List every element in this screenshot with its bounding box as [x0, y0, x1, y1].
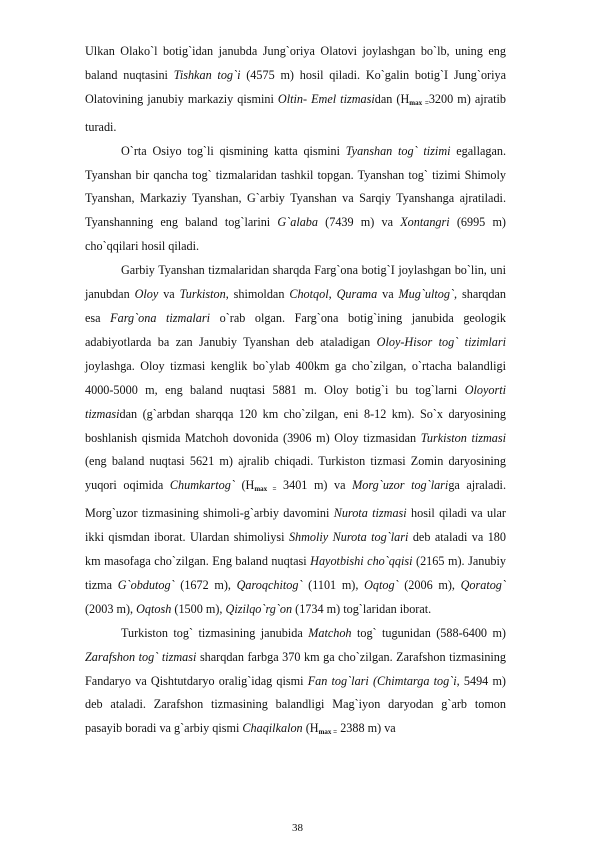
text-run: 5494 m) deb ataladi. Zarafshon tizmasining balandligi Mag`iyon daryodan g`arb tomon pasayib boradi va g`arbiy qismi: [85, 673, 506, 736]
text-run: , shimoldan: [225, 287, 290, 302]
italic-term: Tyanshan tog` tizimi: [345, 143, 451, 158]
text-run: 3200 m) ajratib turadi.: [85, 91, 506, 134]
text-run: va: [377, 287, 399, 302]
italic-term: Turkiston tizmasi: [420, 430, 506, 445]
text-run: (2003 m),: [85, 601, 137, 616]
italic-term: Turkiston: [179, 287, 226, 302]
text-run: (1101 m),: [302, 577, 365, 592]
text-run: (H: [234, 478, 255, 493]
italic-term: Farg`ona tizmalari: [110, 310, 211, 325]
text-run: dan (H: [374, 91, 410, 106]
italic-term: Shmoliy Nurota tog`lari: [288, 530, 409, 545]
text-run: hosil qiladi va ular ikki qismdan iborat. Ulardan shimoliysi: [85, 506, 506, 545]
italic-term: Oloyorti tizmasi: [85, 382, 506, 421]
subscript: max =: [318, 728, 338, 737]
italic-term: Xontangri: [400, 215, 450, 230]
page-number: 38: [292, 822, 303, 834]
italic-term: Oqtosh: [136, 601, 172, 616]
italic-term: Qurama: [336, 287, 378, 302]
text-run: egallagan. Tyanshan bir qancha tog` tizmalaridan tashkil topgan. Tyanshan tog` tizimi Shimoly Tyanshan, Markaziy Tyanshan, G`arbiy Tyanshan va Sarqiy Tyanshanga ajratiladi. Tyanshanning eng baland tog`larini: [85, 143, 507, 230]
paragraph-2: [85, 140, 506, 260]
text-run: (H: [302, 721, 319, 736]
text-run: O`rta Osiyo tog`li qismining katta qismini: [121, 143, 346, 158]
subscript: max =: [409, 98, 429, 107]
text-run: sharqdan farbga 370 km ga cho`zilgan. Zarafshon tizmasining Fandaryo va Qishtutdaryo oralig`idag qismi: [85, 649, 506, 688]
paragraph-1: [85, 40, 506, 140]
paragraph-3: [85, 259, 506, 622]
text-run: (7439 m) va: [318, 215, 401, 230]
italic-term: Chumkartog`: [169, 478, 235, 493]
italic-term: Oqtog`: [364, 577, 399, 592]
subscript: max =: [254, 485, 277, 494]
italic-term: Qizilqo`rg`on: [225, 601, 293, 616]
text-run: sharqdan esa: [85, 287, 506, 325]
text-run: ,: [328, 287, 337, 302]
italic-term: Fan tog`lari (Chimtarga tog`i,: [307, 673, 460, 688]
text-run: (1500 m),: [171, 601, 226, 616]
italic-term: Tishkan tog`i: [173, 67, 241, 82]
text-run: (1672 m),: [174, 577, 237, 592]
italic-term: Oloy-Hisor tog` tizimlari: [376, 334, 506, 349]
text-run: (2006 m),: [398, 577, 461, 592]
italic-term: Mug`ultog`,: [398, 287, 458, 302]
text-run: Turkiston tog` tizmasining janubida: [121, 625, 309, 640]
text-run: Ulkan Olako`l botig`idan janubda Jung`oriya Olatovi joylashgan bo`lb, uning eng baland nuqtasini: [85, 44, 506, 82]
text-run: deb ataladi va 180 km masofaga cho`zilgan. Eng baland nuqtasi: [85, 530, 506, 569]
italic-term: G`obdutog`: [117, 577, 175, 592]
text-run: 3401 m) va: [276, 478, 353, 493]
italic-term: Qoratog`: [460, 577, 506, 592]
text-run: 2388 m) va: [337, 721, 396, 736]
text-run: o`rab olgan. Farg`ona botig`ining janubida geologik adabiyotlarda ba zan Janubiy Tyanshan deb ataladigan: [85, 310, 506, 349]
text-run: va: [158, 287, 180, 302]
text-run: (2165 m). Janubiy tizma: [85, 554, 506, 592]
text-run: (4575 m) hosil qiladi. Ko`galin botig`I Jung`oriya Olatovining janubiy markaziy qismini: [85, 67, 506, 106]
text-run: (6995 m) cho`qqilari hosil qiladi.: [85, 215, 506, 254]
italic-term: Hayotbishi cho`qqisi: [310, 554, 413, 569]
text-run: (eng baland nuqtasi 5621 m) ajralib chiqadi. Turkiston tizmasi Zomin daryosining yuqori oqimida: [85, 454, 506, 493]
text-run: (1734 m) tog`laridan iborat.: [292, 601, 432, 616]
italic-term: Chaqilkalon: [242, 721, 303, 736]
text-run: tog` tugunidan (588-6400 m): [351, 625, 506, 640]
text-run: ga ajraladi. Morg`uzor tizmasining shimoli-g`arbiy davomini: [85, 478, 506, 521]
italic-term: Zarafshon tog` tizmasi: [85, 649, 197, 664]
italic-term: Chotqol: [289, 287, 329, 302]
paragraph-4: [85, 622, 506, 746]
body-text: [85, 40, 506, 745]
italic-term: Qaroqchitog`: [236, 577, 303, 592]
italic-term: G`alaba: [277, 215, 318, 230]
italic-term: Morg`uzor tog`lari: [352, 478, 449, 493]
text-run: joylashga. Oloy tizmasi kenglik bo`ylab 400km ga cho`zilgan, o`rtacha balandligi 4000-5000 m, eng baland nuqtasi 5881 m. Oloy botig`i bu tog`larni: [85, 358, 506, 397]
italic-term: Nurota tizmasi: [333, 506, 407, 521]
italic-term: Matchoh: [308, 625, 352, 640]
italic-term: Oloy: [134, 287, 159, 302]
italic-term: Oltin- Emel tizmasi: [277, 91, 375, 106]
text-run: Garbiy Tyanshan tizmalaridan sharqda Farg`ona botig`I joylashgan bo`lin, uni janubdan: [85, 263, 506, 302]
text-run: dan (g`arbdan sharqqa 120 km cho`zilgan, eni 8-12 km). So`x daryosining boshlanish qismida Matchoh dovonida (3906 m) Oloy tizmasidan: [85, 406, 506, 445]
